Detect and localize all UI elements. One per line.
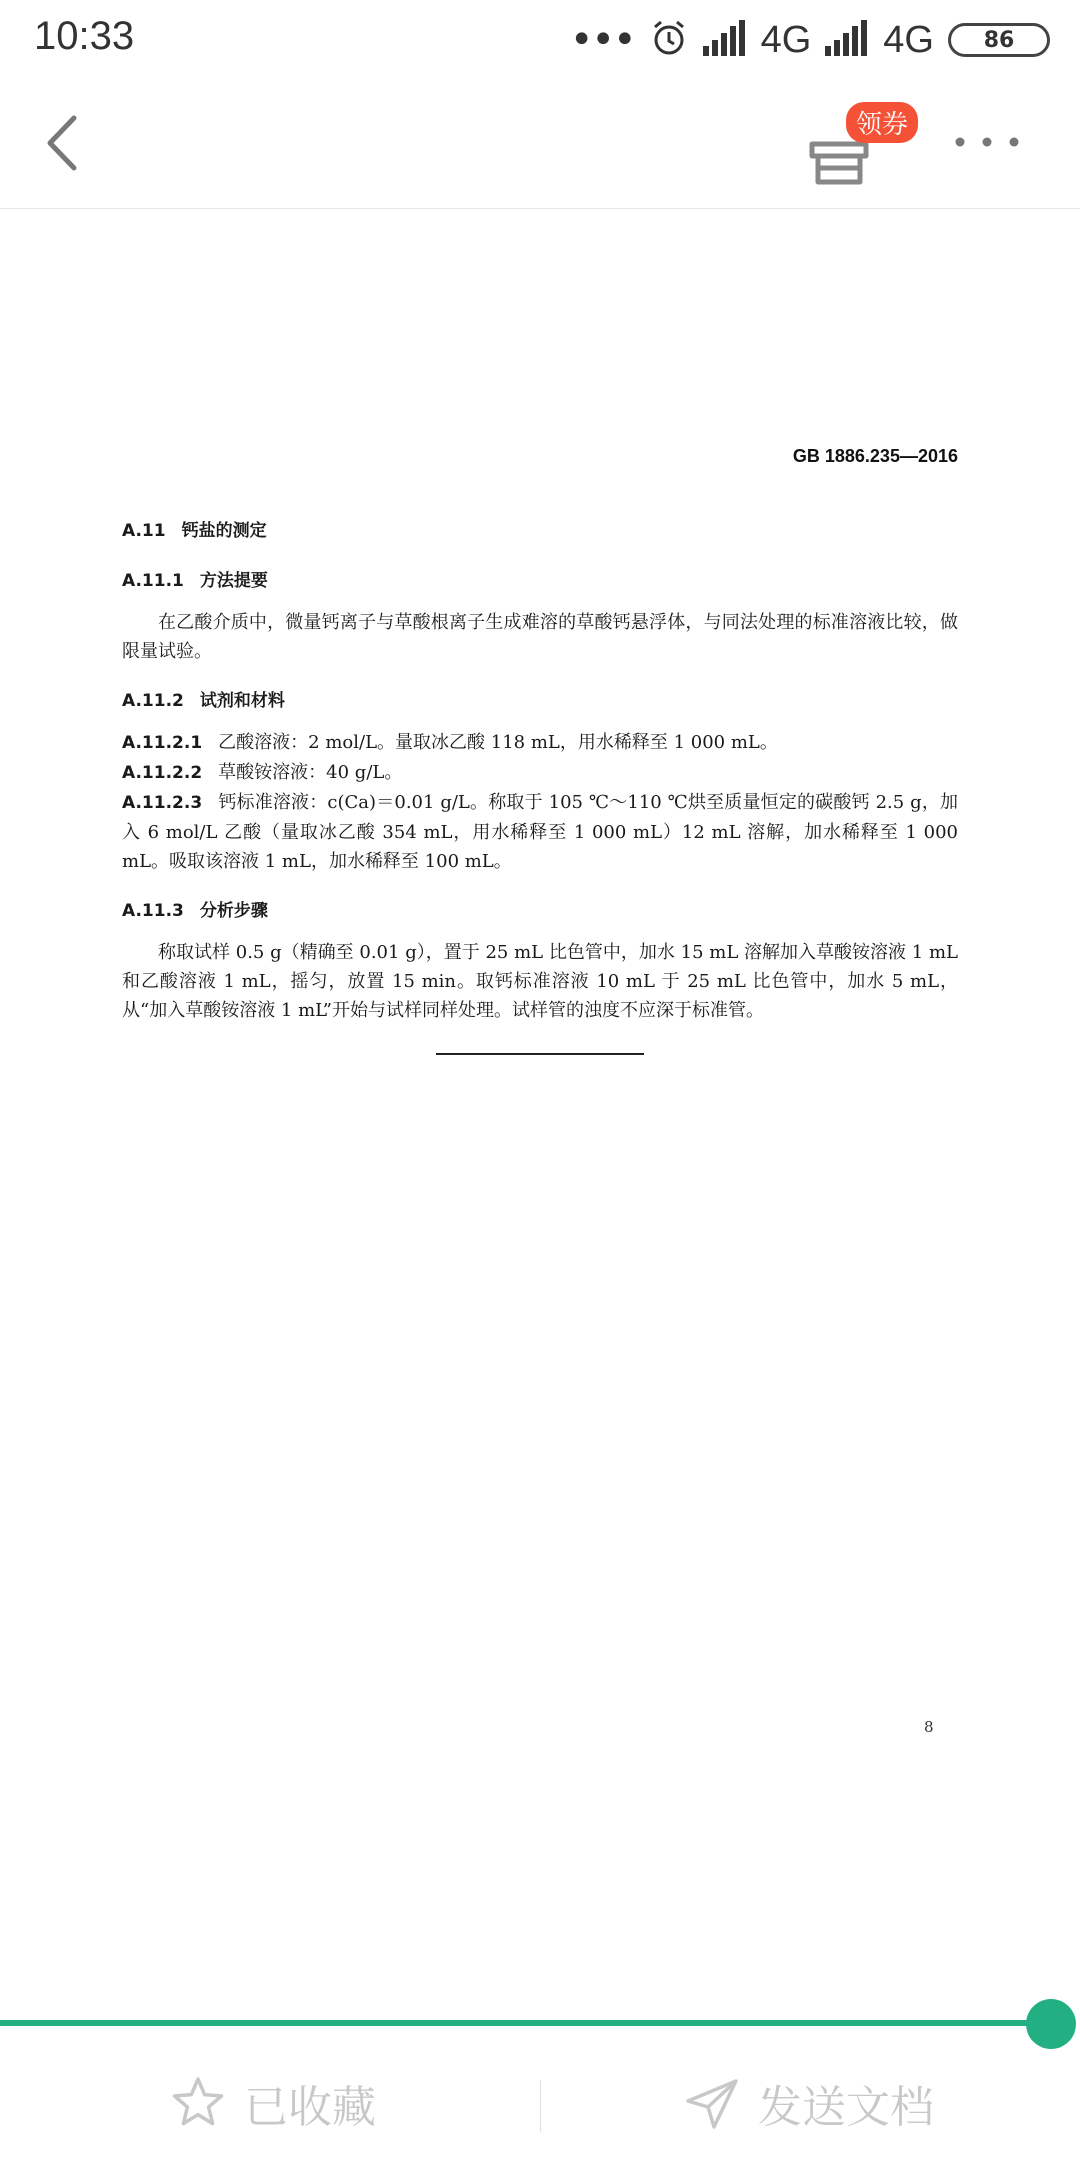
send-icon — [684, 2075, 740, 2131]
section-a11 — [122, 516, 958, 546]
section-a111-heading — [122, 566, 958, 596]
coupon-badge: 领券 — [846, 102, 918, 143]
page-number: 8 — [924, 1718, 934, 1736]
list-item — [122, 758, 958, 788]
network-type-1: 4G — [760, 18, 812, 61]
more-options-button[interactable] — [950, 120, 1030, 164]
app-bar — [0, 80, 1080, 209]
standard-code: GB 1886.235—2016 — [792, 446, 958, 466]
more-notifications-icon: ••• — [569, 17, 635, 63]
section-a111-text: 在乙酸介质中，微量钙离子与草酸根离子生成难溶的草酸钙悬浮体，与同法处理的标准溶液比较，做限量试验。 — [122, 612, 958, 662]
battery-indicator: 86 — [948, 23, 1050, 57]
network-type-2: 4G — [883, 18, 934, 61]
section-number: A.11.1 — [122, 571, 184, 591]
signal-icon — [703, 20, 747, 60]
reading-progress-fill — [0, 2020, 1029, 2026]
section-title: 试剂和材料 — [199, 691, 285, 711]
section-number: A.11.3 — [122, 901, 184, 921]
status-icons — [570, 16, 1050, 64]
coupon-button[interactable] — [806, 102, 916, 192]
signal-icon-2 — [825, 20, 869, 60]
progress-slider-handle[interactable] — [1026, 1999, 1076, 2049]
list-item — [122, 728, 958, 758]
item-text: 钙标准溶液：c(Ca)＝0.01 g/L。称取于 105 ℃～110 ℃烘至质量恒定的碳酸钙 2.5 g，加入 6 mol/L 乙酸（量取冰乙酸 354 mL，用水稀释至 1 000 mL）12 mL 溶解，加水稀释至 1 000 mL。吸取该溶液 1 mL，加水稀释至 100 mL。 — [122, 792, 958, 872]
star-icon — [170, 2075, 226, 2131]
item-text: 草酸铵溶液：40 g/L。 — [218, 762, 403, 783]
item-number: A.11.2.2 — [122, 763, 203, 783]
more-dots-icon — [950, 120, 1030, 164]
status-bar — [0, 0, 1080, 80]
end-rule-divider — [436, 1053, 644, 1055]
chevron-left-icon — [30, 108, 100, 178]
document-page[interactable] — [0, 210, 1080, 2010]
section-title: 分析步骤 — [199, 901, 268, 921]
bottom-bar-divider — [540, 2080, 541, 2132]
section-number: A.11 — [122, 521, 166, 541]
section-a112-heading — [122, 686, 958, 716]
send-document-button[interactable] — [684, 2068, 934, 2138]
item-number: A.11.2.1 — [122, 733, 203, 753]
section-number: A.11.2 — [122, 691, 184, 711]
bottom-action-bar — [0, 2050, 1080, 2160]
section-a113-text: 称取试样 0.5 g（精确至 0.01 g），置于 25 mL 比色管中，加水 15 mL 溶解加入草酸铵溶液 1 mL 和乙酸溶液 1 mL，摇匀，放置 15 min。取钙标准溶液 10 mL 于 25 mL 比色管中，加水 5 mL，从“加入草酸铵溶液 1 mL”开始与试样同样处理。试样管的浊度不应深于标准管。 — [122, 942, 958, 1021]
favorite-label: 已收藏 — [244, 2082, 376, 2133]
favorite-button[interactable] — [170, 2068, 376, 2138]
send-label: 发送文档 — [758, 2082, 934, 2133]
back-button[interactable] — [30, 108, 100, 178]
item-number: A.11.2.3 — [122, 793, 203, 813]
status-time: 10:33 — [34, 14, 135, 58]
section-title: 钙盐的测定 — [181, 521, 267, 541]
section-a113-heading — [122, 896, 958, 926]
item-text: 乙酸溶液：2 mol/L。量取冰乙酸 118 mL，用水稀释至 1 000 mL。 — [218, 732, 778, 753]
alarm-icon — [649, 18, 689, 62]
section-title: 方法提要 — [199, 571, 268, 591]
list-item — [122, 788, 958, 876]
document-body — [122, 516, 958, 1025]
reading-progress-bar[interactable] — [0, 2020, 1050, 2026]
